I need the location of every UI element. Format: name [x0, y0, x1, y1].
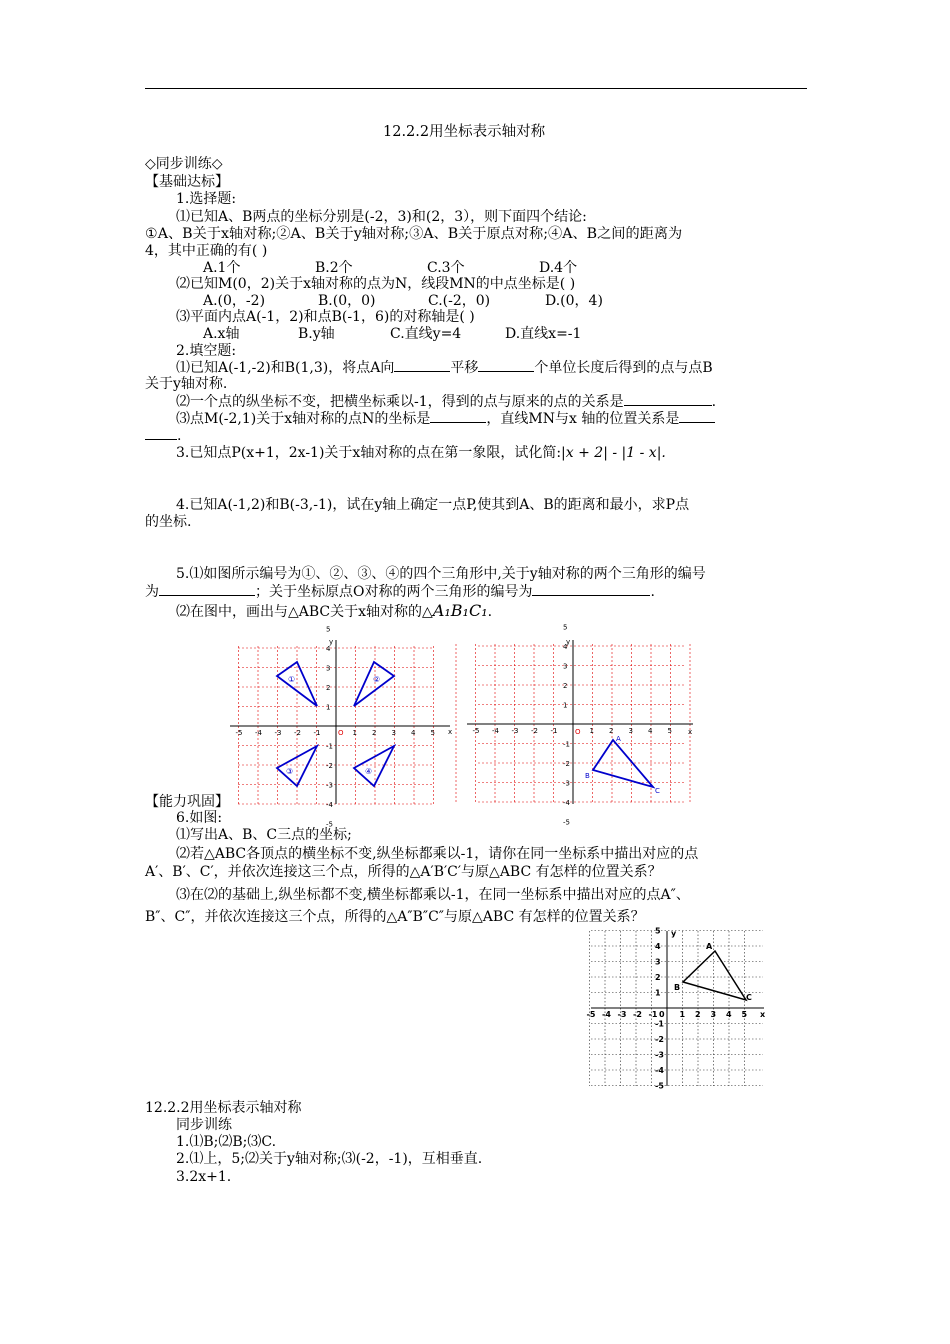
q1-p2-opt-c: C.(-2，0) — [428, 293, 491, 309]
y-tick-label: -4 — [326, 801, 333, 809]
x-tick-label: 4 — [726, 1010, 732, 1019]
x-tick-label: -1 — [313, 729, 321, 737]
answer-3: 3.2x+1. — [176, 1169, 232, 1185]
answer-1: 1.⑴B;⑵B;⑶C. — [176, 1134, 277, 1150]
x-tick-label: 1 — [352, 729, 357, 737]
x-tick-label: 1 — [589, 727, 594, 735]
x-tick-label: -5 — [586, 1010, 596, 1019]
x-tick-label: -2 — [633, 1010, 642, 1019]
q1-part3: ⑶平面内点A(-1，2)和点B(-1，6)的对称轴是( ) — [176, 309, 475, 325]
y-tick-label: 2 — [563, 682, 568, 690]
q5-line2: 为 ；关于坐标原点O对称的两个三角形的编号为 . — [145, 584, 655, 600]
x-tick-label: 3 — [628, 727, 633, 735]
q6-label: 6.如图: — [176, 810, 223, 826]
x-tick-label: -2 — [294, 729, 301, 737]
q1-p3-opt-a: A.x轴 — [203, 326, 240, 342]
y-axis-label-3: y — [671, 929, 677, 938]
y-tick-label: -1 — [326, 742, 333, 751]
y-axis-label-1: y — [329, 638, 334, 646]
y-tick-label: -1 — [563, 740, 570, 749]
y-tick-label: 5 — [326, 625, 331, 634]
q1-p2-opt-d: D.(0，4) — [545, 293, 603, 309]
y-tick-label: 3 — [563, 662, 568, 671]
x-tick-label: 5 — [430, 729, 435, 737]
graph-abc-1 — [465, 623, 695, 827]
q6-part2-a: ⑵若△ABC各顶点的横坐标不变,纵坐标都乘以-1，请你在同一坐标系中描出对应的点 — [176, 846, 699, 862]
y-tick-label: 4 — [563, 643, 568, 651]
graph-triangles — [228, 625, 454, 829]
q1-opt-d: D.4个 — [539, 260, 578, 276]
y-tick-label: 3 — [326, 664, 331, 673]
point-c-label-2: C — [655, 787, 660, 795]
q2-label: 2.填空题: — [176, 343, 237, 359]
q1-p3-opt-d: D.直线x=-1 — [505, 326, 582, 342]
x-tick-label: -4 — [255, 729, 262, 737]
x-axis-label-1: x — [448, 728, 453, 736]
q6-part3-b: B″、C″，并依次连接这三个点，所得的△A″B″C″与原△ABC 有怎样的位置关系？ — [145, 909, 645, 925]
x-tick-label: 5 — [667, 727, 672, 735]
y-tick-label: -5 — [326, 820, 333, 829]
y-tick-label: 2 — [326, 684, 331, 692]
point-a-label-3: A — [706, 942, 713, 951]
y-tick-label: -5 — [655, 1081, 664, 1091]
x-axis-label-3: x — [760, 1010, 766, 1019]
y-tick-label: 1 — [655, 988, 661, 998]
page-title: 12.2.2用坐标表示轴对称 — [383, 124, 546, 140]
y-tick-label: -3 — [563, 779, 570, 788]
y-tick-label: 2 — [655, 973, 661, 982]
header-rule — [145, 88, 807, 89]
q1-p2-opt-b: B.(0，0) — [318, 293, 376, 309]
x-tick-label: 5 — [741, 1010, 748, 1019]
x-axis-label-2: x — [688, 728, 693, 736]
q5-line1: 5.⑴如图所示编号为①、②、③、④的四个三角形中,关于y轴对称的两个三角形的编号 — [176, 566, 706, 582]
y-tick-label: -2 — [655, 1035, 664, 1044]
x-tick-label: -4 — [602, 1010, 611, 1019]
x-tick-label: 2 — [609, 727, 614, 735]
triangle-abc-2 — [593, 740, 653, 787]
triangle-label-3: ③ — [286, 767, 294, 776]
q2-part3-b: . — [145, 427, 181, 444]
y-tick-label: 1 — [563, 701, 568, 710]
x-tick-label: -3 — [617, 1010, 627, 1019]
q6-part3-a: ⑶在⑵的基础上,纵坐标都不变,横坐标都乘以-1，在同一坐标系中描出对应的点A″、 — [176, 887, 690, 903]
triangle-label-1: ① — [288, 675, 296, 684]
q2-part1: ⑴已知A(-1,-2)和B(1,3)，将点A向 平移 个单位长度后得到的点与点B — [176, 360, 713, 376]
triangle-label-4: ④ — [365, 767, 373, 776]
answers-sub: 同步训练 — [176, 1117, 232, 1133]
origin-label-3: 0 — [659, 1010, 665, 1019]
q1-opt-a: A.1个 — [203, 260, 241, 276]
q2-part3: ⑶点M(-2,1)关于x轴对称的点N的坐标是 ，直线MN与x 轴的位置关系是 — [176, 410, 715, 427]
y-tick-label: 5 — [563, 623, 568, 632]
q2-part2: ⑵一个点的纵坐标不变，把横坐标乘以-1，得到的点与原来的点的关系是 . — [176, 394, 717, 410]
x-tick-label: 4 — [411, 729, 416, 737]
q4-line2: 的坐标. — [145, 514, 192, 530]
x-tick-label: 1 — [679, 1010, 686, 1019]
basic-header: 【基础达标】 — [145, 174, 229, 190]
y-tick-label: 4 — [655, 942, 661, 951]
x-tick-label: -1 — [648, 1010, 658, 1019]
q6-part1: ⑴写出A、B、C三点的坐标; — [176, 827, 352, 843]
y-tick-label: 4 — [326, 645, 331, 653]
point-c-label-3: C — [746, 993, 752, 1002]
answer-2: 2.⑴上，5;⑵关于y轴对称;⑶(-2，-1)，互相垂直. — [176, 1151, 483, 1167]
y-tick-label: -3 — [326, 781, 333, 790]
x-tick-label: 4 — [648, 727, 653, 735]
q1-opt-b: B.2个 — [315, 260, 353, 276]
point-a-label-2: A — [616, 735, 621, 743]
q1-label: 1.选择题: — [176, 191, 237, 207]
q2-part1-b: 关于y轴对称. — [145, 376, 228, 392]
x-tick-label: 3 — [391, 729, 396, 737]
origin-label-2: O — [575, 728, 581, 736]
triangle-2 — [354, 662, 394, 706]
x-tick-label: 2 — [372, 729, 377, 737]
q1-part2: ⑵已知M(0，2)关于x轴对称的点为N，线段MN的中点坐标是( ) — [176, 276, 576, 292]
q5-line3: ⑵在图中，画出与△ABC关于x轴对称的△A₁B₁C₁. — [176, 601, 493, 620]
triangle-4 — [354, 746, 394, 786]
x-tick-label: -3 — [511, 727, 519, 735]
y-tick-label: -3 — [655, 1050, 664, 1060]
q1-p3-opt-c: C.直线y=4 — [390, 326, 462, 342]
q1-part1-c: 4，其中正确的有( ) — [145, 243, 268, 259]
x-tick-label: -1 — [550, 727, 558, 735]
q1-part1-b: ①A、B关于x轴对称;②A、B关于y轴对称;③A、B关于原点对称;④A、B之间的距离为 — [145, 226, 683, 242]
origin-label-1: O — [338, 729, 344, 737]
y-tick-label: 3 — [655, 957, 661, 967]
y-tick-label: -4 — [655, 1066, 664, 1075]
q1-p2-opt-a: A.(0，-2) — [203, 293, 266, 309]
point-b-label-3: B — [674, 983, 681, 992]
sync-header: ◇同步训练◇ — [145, 156, 223, 172]
y-tick-label: -2 — [563, 760, 570, 768]
graph-abc-2 — [586, 926, 768, 1091]
answers-title: 12.2.2用坐标表示轴对称 — [145, 1100, 302, 1116]
y-tick-label: 5 — [655, 926, 661, 936]
triangle-label-2: ② — [373, 675, 381, 684]
q1-opt-c: C.3个 — [427, 260, 465, 276]
x-tick-label: -5 — [235, 729, 243, 737]
y-tick-label: -1 — [655, 1019, 664, 1029]
x-tick-label: -3 — [274, 729, 282, 737]
y-tick-label: -4 — [563, 799, 570, 807]
x-tick-label: 3 — [710, 1010, 717, 1019]
y-axis-label-2: y — [566, 638, 571, 646]
q4-line1: 4.已知A(-1,2)和B(-3,-1)，试在y轴上确定一点P,使其到A、B的距离和最小，求P点 — [176, 497, 690, 513]
x-tick-label: -2 — [531, 727, 538, 735]
q1-part1: ⑴已知A、B两点的坐标分别是(-2，3)和(2，3），则下面四个结论: — [176, 209, 587, 225]
q6-part2-b: A′、B′、C′，并依次连接这三个点，所得的△A′B′C′与原△ABC 有怎样的位置关系？ — [145, 864, 662, 880]
x-tick-label: 2 — [695, 1010, 701, 1019]
point-b-label-2: B — [585, 772, 590, 780]
x-tick-label: -4 — [492, 727, 499, 735]
y-tick-label: -2 — [326, 762, 333, 770]
q3-text: 3.已知点P(x+1，2x-1)关于x轴对称的点在第一象限，试化简:|x + 2| - |1 - x|. — [176, 445, 666, 461]
x-tick-label: -5 — [472, 727, 480, 735]
ability-header: 【能力巩固】 — [145, 794, 229, 810]
y-tick-label: -5 — [563, 818, 570, 827]
y-tick-label: 1 — [326, 703, 331, 712]
q1-p3-opt-b: B.y轴 — [298, 326, 335, 342]
